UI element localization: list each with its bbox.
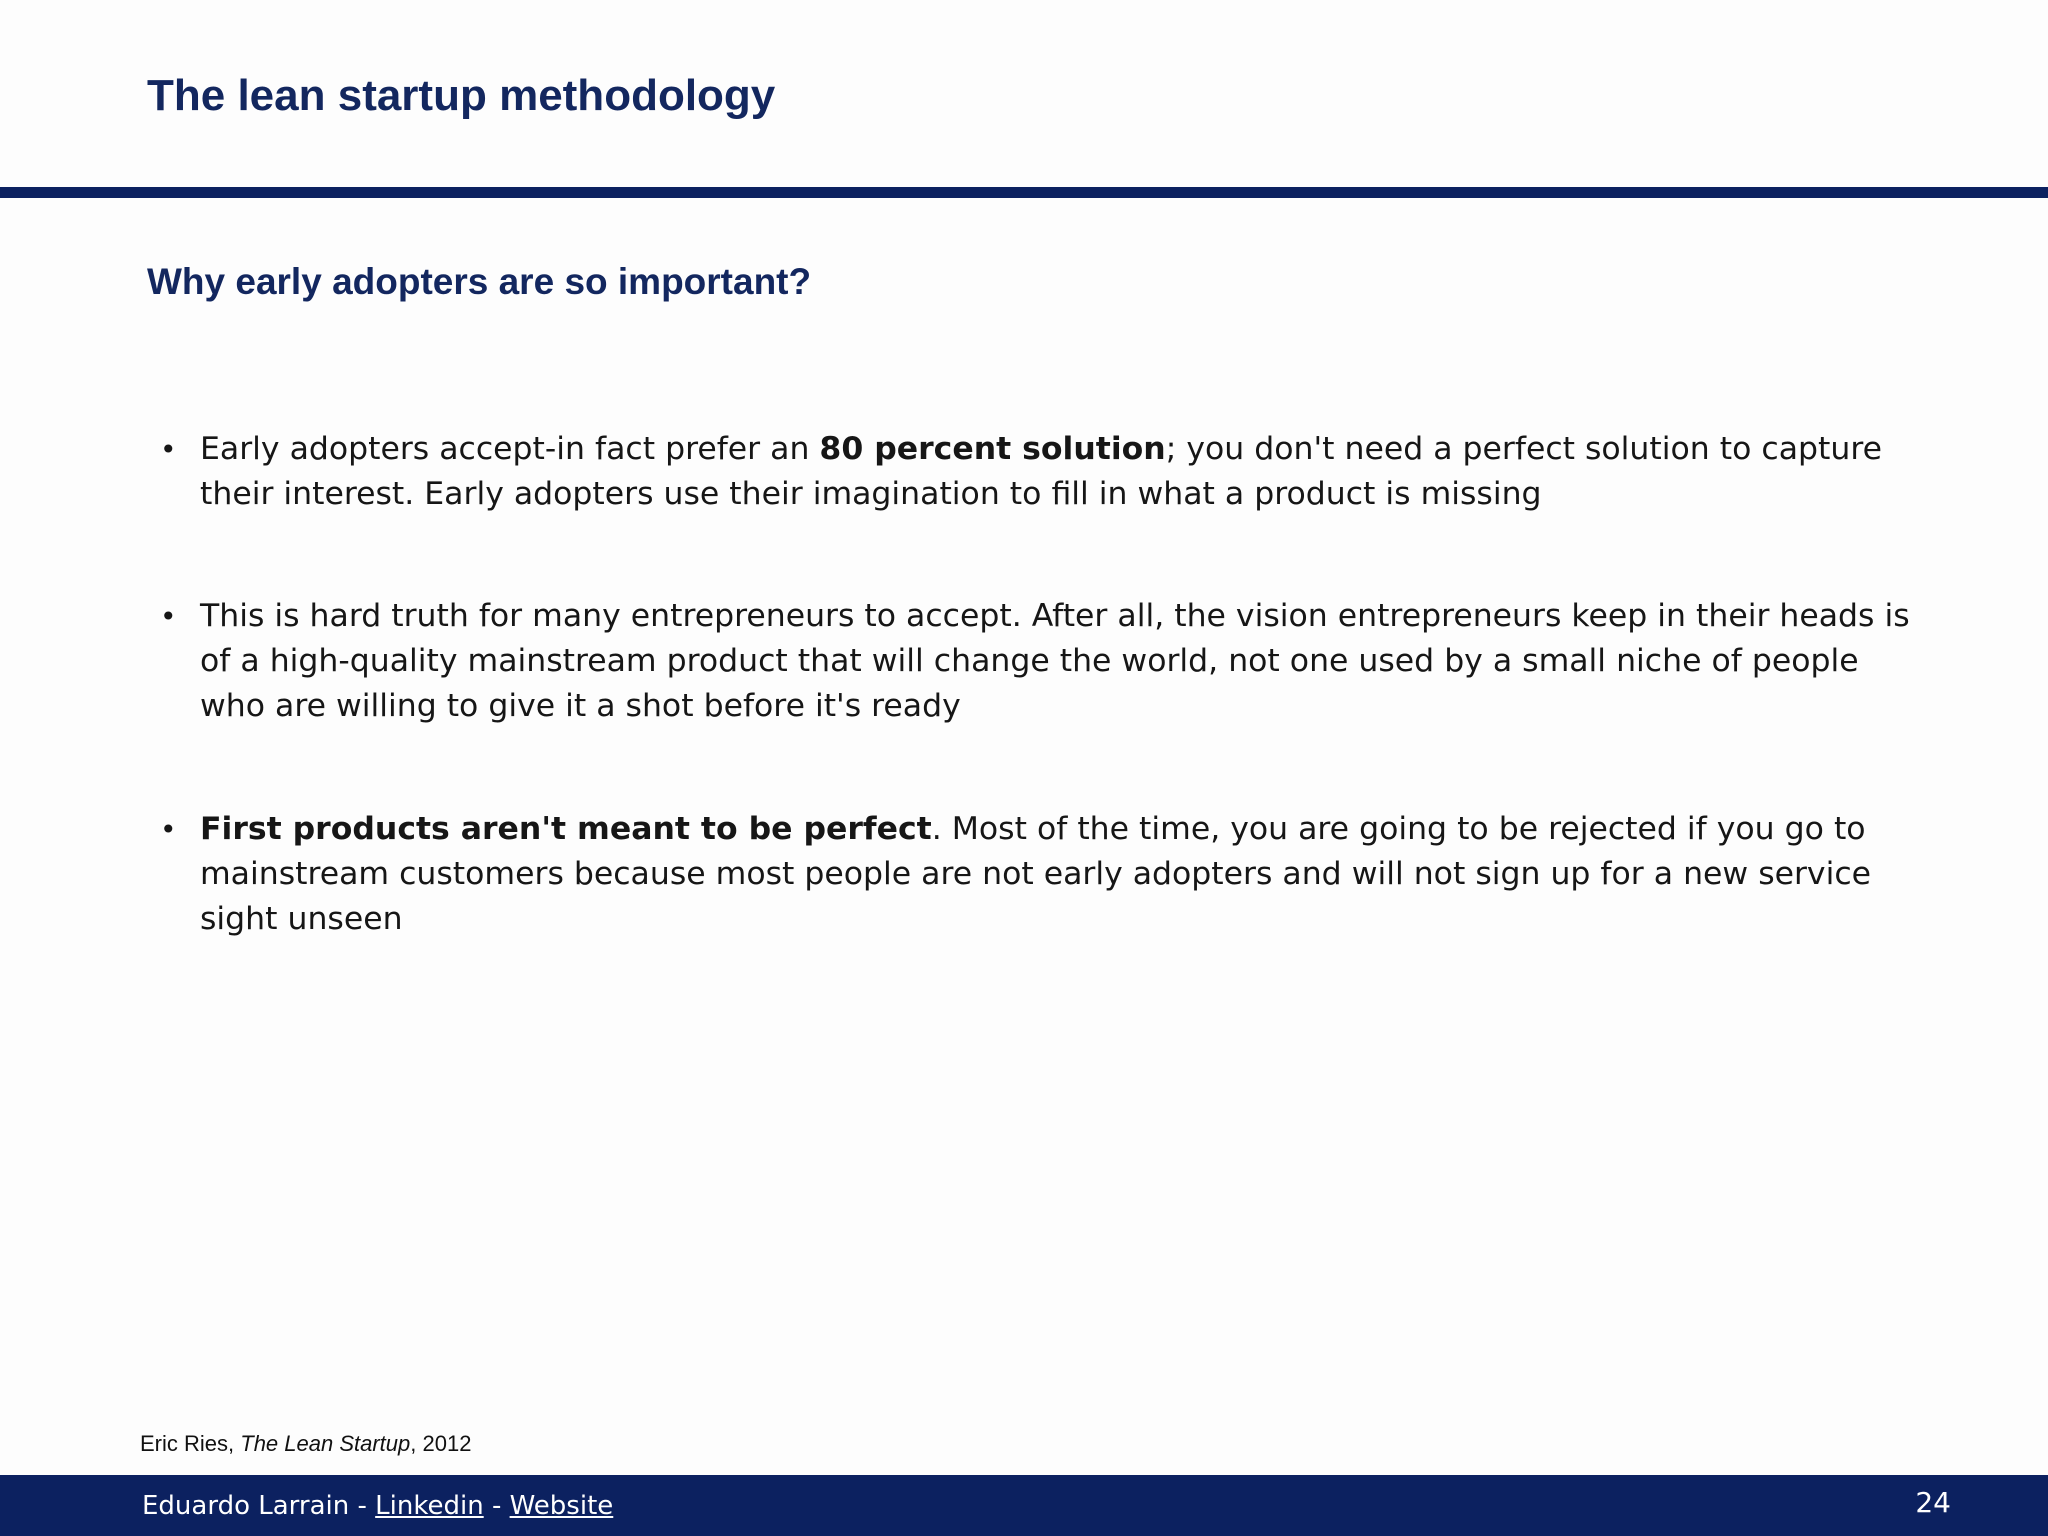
footer-bar [0,1475,2048,1536]
bullet-item [160,807,1920,942]
bullet-text-pre: This is hard truth for many entrepreneurs to accept. After all, the vision entrepreneurs keep in their heads is of a high-quality mainstream product that will change the world, not one used by a small niche of people who are willing to give it a shot before it's ready [200,598,1910,724]
title-divider [0,187,2048,198]
bullet-text-pre: Early adopters accept-in fact prefer an [200,431,820,467]
linkedin-link[interactable]: Linkedin [375,1491,484,1521]
bullet-text-post: ; you don't need a perfect solution to capture their interest. Early adopters use their imagination to fill in what a product is missing [200,431,1882,512]
bullet-text [200,807,1920,942]
bullet-dot-icon: • [160,600,177,633]
bullet-item [160,594,1920,729]
footer-credits [142,1489,613,1523]
bullet-text-bold: First products aren't meant to be perfect [200,811,932,847]
bullet-text [200,427,1920,517]
bullet-dot-icon: • [160,813,177,846]
footer-author: Eduardo Larrain [142,1491,350,1521]
bullet-text-post: . Most of the time, you are going to be rejected if you go to mainstream customers because most people are not early adopters and will not sign up for a new service sight unseen [200,811,1872,937]
bullet-text-bold: 80 percent solution [819,431,1166,467]
slide-subtitle: Why early adopters are so important? [147,261,812,302]
bullet-item [160,427,1920,517]
footer-separator: - [483,1491,510,1521]
slide-title: The lean startup methodology [147,71,776,120]
footer-separator: - [349,1491,376,1521]
page-number: 24 [1915,1486,1951,1519]
source-book-title: The Lean Startup [240,1431,411,1456]
bullet-dot-icon: • [160,433,177,466]
website-link[interactable]: Website [509,1491,614,1521]
source-year: , 2012 [410,1431,472,1456]
source-author: Eric Ries, [140,1431,241,1456]
bullet-text [200,594,1920,729]
source-citation [140,1430,471,1458]
